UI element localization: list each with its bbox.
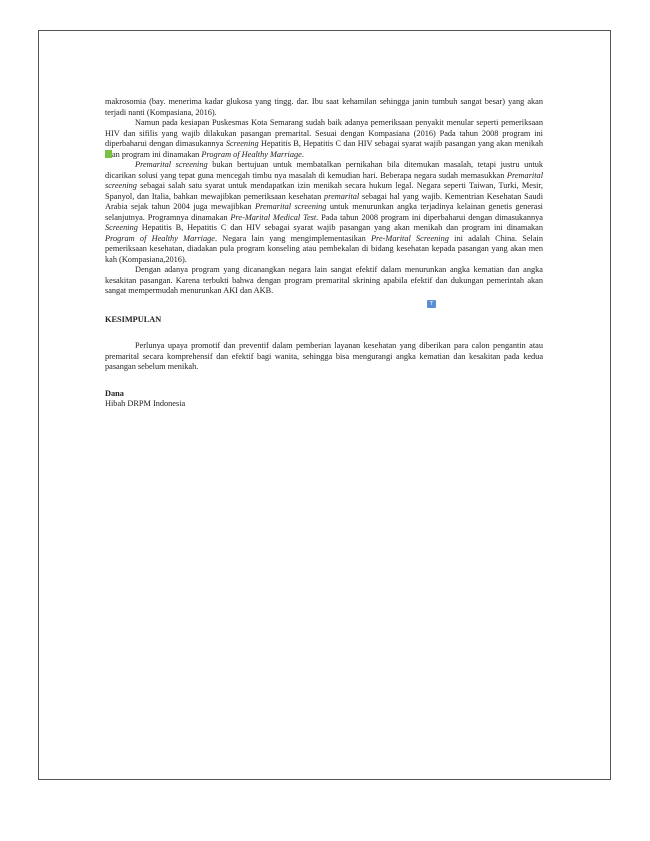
paragraph-1: makrosomia (bay. menerima kadar glukosa yang tingg. dar. Ibu saat kehamilan sehingga janin tumbuh sangat besar) yang akan terjadi nanti (Kompasiana, 2016). (105, 97, 543, 117)
p2-text-c: an program ini dinamakan (112, 149, 202, 159)
p3-prem: premarital (324, 191, 360, 201)
p2-screening: Screening (225, 139, 259, 148)
p2-text-b: Hepatitis B, Hepatitis C dan HIV sebagai syarat wajib pasangan yang akan menikah (258, 139, 543, 148)
p3-text-f: Hepatitis B, Hepatitis C dan HIV sebagai syarat wajib pasangan yang akan menikah dan program ini dinamakan (137, 223, 543, 232)
p3-text-c: sebagai hal yang wajib. Kementrian Kesehatan Saudi Arabia sejak tahun 2004 juga mewajibkan (105, 191, 543, 211)
dana-text: Hibah DRPM Indonesia (105, 399, 186, 408)
p3-pmt: Pre-Marital Medical Test (230, 212, 317, 222)
p3-lead: Premarital screening (135, 160, 208, 169)
paragraph-2 (105, 118, 543, 160)
paragraph-4: Dengan adanya program yang dicanangkan negara lain sangat efektif dalam menurunkan angka kematian dan angka kesakitan pasangan. Karena terbukti bahwa dengan program premarital skrining apabila efektif dan dukungan pemerintah akan sangat mempermudah menurunkan AKI dan AKB. (105, 265, 543, 295)
comment-marker-green[interactable] (105, 150, 112, 158)
p3-ps2: Premarital screening (254, 202, 327, 211)
dana-title: Dana (105, 388, 124, 398)
p3-phm: Program of Healthy Marriage (105, 233, 215, 243)
p3-ps1: Premarital screening (105, 170, 543, 190)
p2-program: Program of Healthy Marriage (201, 149, 302, 159)
document-page (38, 30, 611, 780)
p3-text-a: bukan bertujuan untuk membatalkan pernikahan bila ditemukan masalah, tetapi justru untuk dicarikan solusi yang tepat guna mencegah timbu nya masalah di kemudian hari. Beberapa negara sudah memasukkan (105, 160, 543, 180)
conclusion-paragraph: Perlunya upaya promotif dan preventif dalam pemberian layanan kesehatan yang diberikan para calon pengantin atau premarital secara komprehensif dan efektif bagi wanita, sehingga bisa mengurangi angka kematian dan kesakitan pada kedua pasangan sebelum menikah. (105, 341, 543, 371)
paragraph-3 (105, 160, 543, 265)
page-content (105, 97, 543, 410)
p2-text-a: Namun pada kesiapan Puskesmas Kota Semarang sudah baik adanya pemeriksaan penyakit menular seperti pemeriksaan HIV dan sifilis yang wajib dilakukan pasangan premarital. Sesuai dengan Kompasiana (2016) Pada tahun 2008 program ini diperbaharui dengan dimasukannya (105, 118, 543, 148)
p3-text-b: sebagai salah satu syarat untuk mendapatkan izin menikah secara hukum legal. Negara seperti Taiwan, Turki, Mesir, Spanyol, dan Italia, bahkan mewajibkan pemeriksaan kesehatan (105, 181, 543, 201)
p2-text-d: . (301, 149, 304, 159)
section-heading-kesimpulan: KESIMPULAN (105, 314, 162, 324)
p3-text-d: untuk menurunkan angka terjadinya kelainan genetis generasi selanjutnya. Programnya dinamakan (105, 202, 543, 222)
comment-marker-blue[interactable]: T (427, 300, 436, 308)
p3-pms: Pre-Marital Screening (370, 233, 449, 243)
p3-text-g: . Negara lain yang mengimplementasikan (214, 233, 371, 243)
p3-text-h: ini adalah China. Selain pemeriksaan kesehatan, diadakan pula program konseling atau pembekalan di bidang kesehatan kepada pasangan yang akan men kah (Kompasiana,2016). (105, 233, 543, 264)
p3-scr: Screening (105, 223, 138, 232)
p3-text-e: . Pada tahun 2008 program ini diperbaharui dengan dimasukannya (316, 212, 543, 222)
